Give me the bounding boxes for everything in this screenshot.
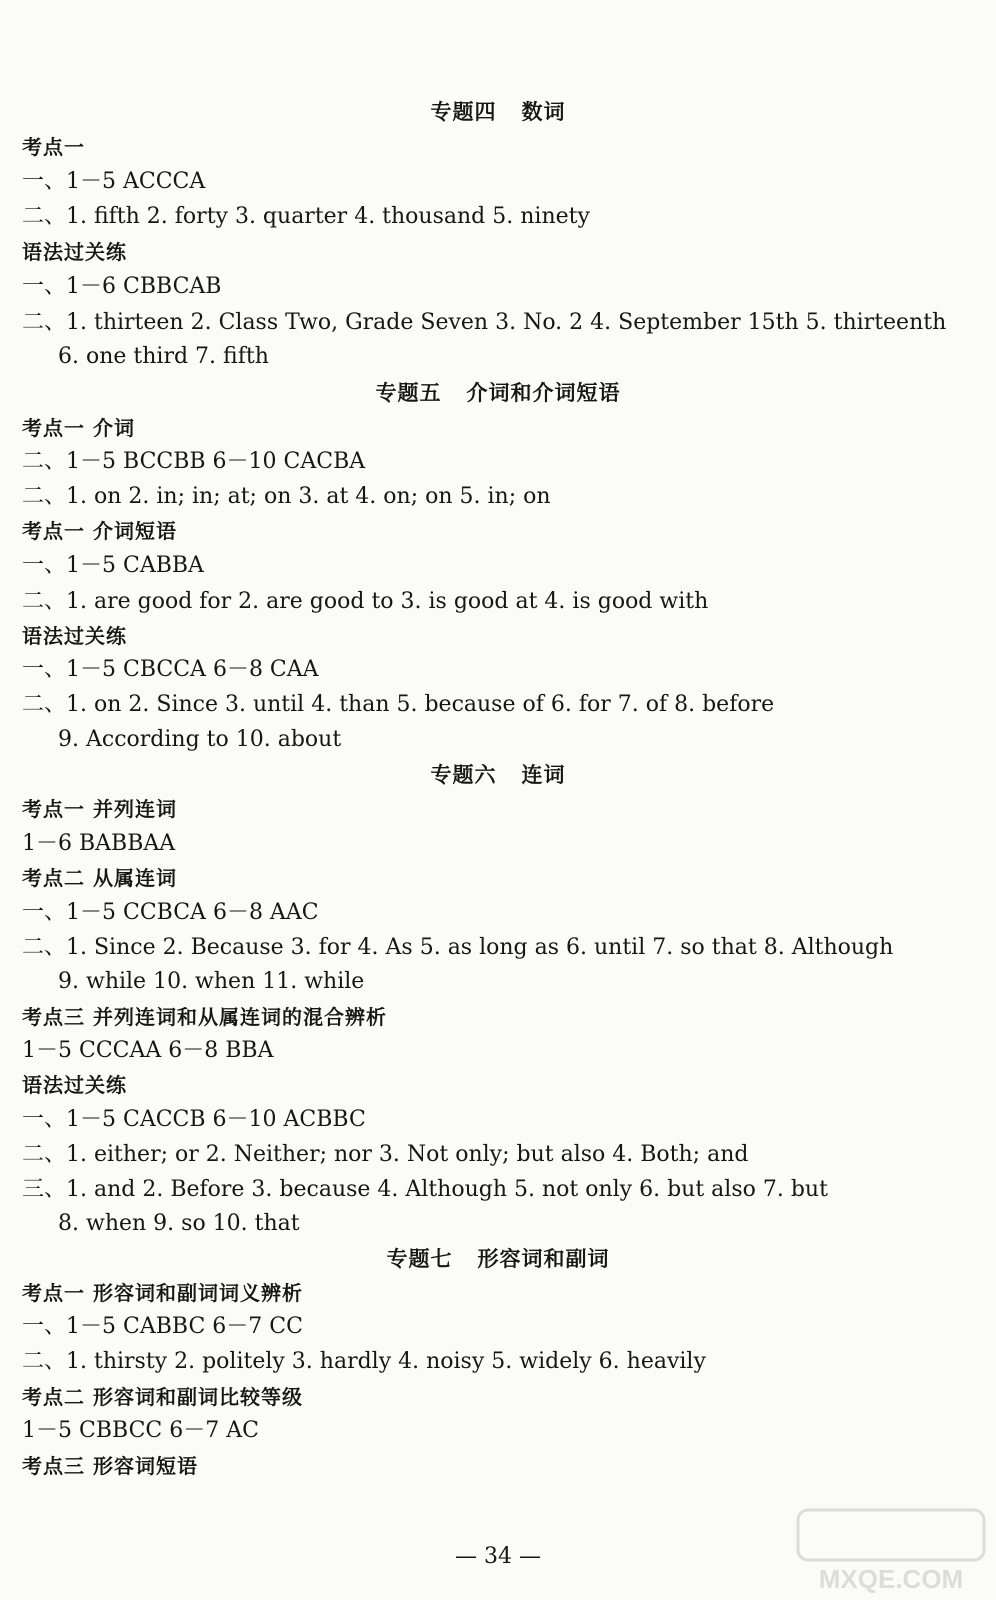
page-number: — 34 — [455, 1544, 541, 1569]
answer-line: 二、1. on 2. Since 3. until 4. than 5. because of 6. for 7. of 8. before [22, 692, 775, 717]
answer-line: 三、1. and 2. Before 3. because 4. Although 5. not only 6. but also 7. but [22, 1177, 828, 1202]
answer-line: 一、1－5 CACCB 6－10 ACBBC [22, 1107, 366, 1132]
answer-line: 一、1－5 CBCCA 6－8 CAA [22, 657, 319, 682]
answer-line: 二、1. thirsty 2. politely 3. hardly 4. noisy 5. widely 6. heavily [22, 1349, 706, 1374]
subsection-label: 考点一 并列连词 [22, 797, 177, 821]
answer-line: 二、1. either; or 2. Neither; nor 3. Not only; but also 4. Both; and [22, 1142, 749, 1167]
answer-line: 一、1－5 CCBCA 6－8 AAC [22, 900, 319, 925]
answer-line: 1－6 BABBAA [22, 831, 176, 856]
subsection-label: 考点一 形容词和副词词义辨析 [22, 1281, 303, 1305]
subsection-label: 考点三 形容词短语 [22, 1454, 198, 1478]
subsection-label: 考点二 形容词和副词比较等级 [22, 1385, 303, 1409]
subsection-label: 语法过关练 [22, 624, 127, 648]
answer-line: 二、1. on 2. in; in; at; on 3. at 4. on; on 5. in; on [22, 484, 551, 509]
subsection-label: 考点二 从属连词 [22, 866, 177, 890]
answer-line: 一、1－5 CABBC 6－7 CC [22, 1314, 303, 1339]
answer-line: 一、1－5 ACCCA [22, 169, 206, 194]
answer-line: 二、1－5 BCCBB 6－10 CACBA [22, 449, 366, 474]
subsection-label: 考点一 介词 [22, 416, 135, 440]
watermark-text: MXQE.COM [818, 1564, 964, 1594]
section-heading: 专题七 形容词和副词 [386, 1246, 610, 1271]
section-heading: 专题六 连词 [430, 762, 566, 787]
answer-line: 1－5 CCCAA 6－8 BBA [22, 1038, 274, 1063]
answer-line: 1－5 CBBCC 6－7 AC [22, 1418, 259, 1443]
answer-line-continued: 8. when 9. so 10. that [58, 1211, 300, 1236]
answer-line-continued: 6. one third 7. fifth [58, 344, 269, 369]
answer-line-continued: 9. According to 10. about [58, 727, 342, 752]
answer-line-continued: 9. while 10. when 11. while [58, 969, 365, 994]
answer-line: 一、1－5 CABBA [22, 553, 204, 578]
answer-line: 二、1. are good for 2. are good to 3. is good at 4. is good with [22, 589, 709, 614]
section-heading: 专题五 介词和介词短语 [375, 380, 621, 405]
answer-line: 二、1. thirteen 2. Class Two, Grade Seven 3. No. 2 4. September 15th 5. thirteenth [22, 310, 947, 335]
answer-line: 二、1. fifth 2. forty 3. quarter 4. thousand 5. ninety [22, 204, 590, 229]
subsection-label: 考点一 [22, 135, 85, 159]
subsection-label: 语法过关练 [22, 240, 127, 264]
subsection-label: 考点三 并列连词和从属连词的混合辨析 [22, 1005, 387, 1029]
answer-line: 二、1. Since 2. Because 3. for 4. As 5. as long as 6. until 7. so that 8. Although [22, 935, 894, 960]
subsection-label: 语法过关练 [22, 1073, 127, 1097]
section-heading: 专题四 数词 [430, 99, 566, 124]
subsection-label: 考点一 介词短语 [22, 519, 177, 543]
answer-line: 一、1－6 CBBCAB [22, 274, 222, 299]
watermark-logo [796, 1508, 986, 1594]
